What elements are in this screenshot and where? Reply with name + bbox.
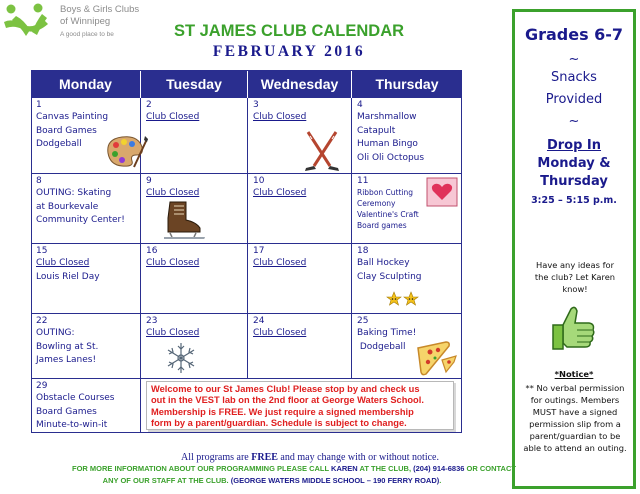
day-number: 2 — [146, 100, 152, 110]
welcome-line: out in the VEST lab on the 2nd floor at George Waters School. — [151, 395, 424, 406]
activity: Valentine's Craft — [357, 210, 419, 219]
activity: Club Closed — [253, 188, 307, 198]
day-number: 15 — [36, 246, 48, 256]
day-number: 22 — [36, 316, 48, 326]
day-header-thursday: Thursday — [352, 70, 462, 98]
footer-free: FREE — [251, 452, 278, 463]
day-number: 10 — [253, 176, 265, 186]
activity: James Lanes! — [36, 355, 97, 365]
drop-in-days: Thursday — [540, 174, 608, 189]
activity: Club Closed — [253, 258, 307, 268]
footer-text: and may change with or without notice. — [277, 452, 439, 463]
org-name-line2: of Winnipeg — [60, 16, 111, 27]
activity: Board Games — [36, 125, 97, 136]
day-cell-22 — [31, 314, 141, 379]
grades-heading: Grades 6-7 — [524, 25, 624, 44]
activity: Club Closed — [146, 188, 200, 198]
day-number: 4 — [357, 100, 363, 110]
activity: Marshmallow — [357, 112, 417, 122]
activity: Catapult — [357, 125, 396, 136]
thumbs-up-icon — [549, 303, 599, 353]
drop-in-heading: Drop In — [546, 138, 602, 153]
notice-line: MUST have a signed — [532, 407, 618, 417]
day-cell-2 — [141, 98, 248, 174]
activity: Bowling at St. — [36, 341, 99, 352]
activity: Board Games — [36, 406, 97, 417]
ice-skate-icon — [160, 200, 206, 240]
day-number: 23 — [146, 316, 158, 326]
activity: Human Bingo — [357, 139, 418, 149]
day-cell-15 — [31, 244, 141, 314]
notice-text — [517, 382, 633, 454]
notice-line: permission slip from a — [529, 419, 621, 429]
day-number: 29 — [36, 381, 48, 391]
day-number: 9 — [146, 176, 152, 186]
activity: Club Closed — [253, 328, 307, 338]
info-sidebar — [512, 9, 636, 489]
day-number: 25 — [357, 316, 369, 326]
day-number: 11 — [357, 176, 369, 186]
footer-text: ANY OF OUR STAFF AT THE CLUB. — [102, 476, 231, 485]
tilde-divider: ~ — [568, 52, 580, 67]
snacks-text: Provided — [545, 92, 603, 107]
welcome-message — [146, 381, 454, 430]
activity: Club Closed — [146, 328, 200, 338]
activity: Club Closed — [146, 258, 200, 268]
day-number: 3 — [253, 100, 259, 110]
day-cell-29 — [31, 379, 141, 433]
activity: Minute-to-win-it — [36, 420, 108, 430]
footer-text: OR CONTACT — [464, 464, 516, 473]
activity: Louis Riel Day — [36, 271, 100, 282]
snacks-text: Snacks — [551, 70, 597, 85]
footer-contact-name: KAREN — [331, 464, 358, 473]
day-number: 16 — [146, 246, 158, 256]
footer-phone: (204) 914-6836 — [413, 464, 465, 473]
activity: Ribbon Cutting — [357, 188, 414, 197]
hockey-sticks-icon — [302, 128, 342, 174]
notice-line: ** No verbal permission — [525, 383, 625, 393]
day-cell-24 — [248, 314, 352, 379]
paint-palette-icon — [104, 133, 148, 169]
day-cell-4 — [352, 98, 462, 174]
activity: Club Closed — [146, 112, 200, 122]
activity: Club Closed — [253, 112, 307, 122]
footer-text: FOR MORE INFORMATION ABOUT OUR PROGRAMMING PLEASE CALL — [72, 464, 332, 473]
drop-in-days: Monday & — [537, 156, 611, 171]
notice-heading: *Notice* — [554, 369, 594, 379]
tilde-divider: ~ — [568, 114, 580, 129]
notice-line: able to attend an outing. — [523, 443, 627, 453]
page-title: ST JAMES CLUB CALENDAR — [173, 22, 405, 40]
activity: Dodgeball — [36, 139, 82, 149]
footer-address: (GEORGE WATERS MIDDLE SCHOOL – 190 FERRY ROAD) — [230, 476, 440, 485]
day-cell-16 — [141, 244, 248, 314]
org-tagline: A good place to be — [60, 31, 114, 38]
activity: OUTING: — [36, 328, 75, 338]
day-number: 1 — [36, 100, 42, 110]
snowflake-icon — [163, 341, 199, 375]
activity: Baking Time! — [357, 328, 417, 338]
activity: Dodgeball — [357, 341, 406, 352]
day-number: 17 — [253, 246, 265, 256]
club-logo — [2, 2, 152, 46]
footer-text: AT THE CLUB, — [357, 464, 414, 473]
ideas-line: know! — [562, 284, 588, 294]
pizza-icon — [416, 338, 458, 378]
ideas-line: the club? Let Karen — [534, 272, 616, 282]
calendar-grid — [31, 70, 462, 433]
activity: Ball Hockey — [357, 258, 410, 268]
day-cell-10 — [248, 174, 352, 244]
day-cell-8 — [31, 174, 141, 244]
ideas-line: Have any ideas for — [536, 260, 614, 270]
activity: Clay Sculpting — [357, 271, 422, 282]
activity: Board games — [357, 221, 407, 230]
activity: Oli Oli Octopus — [357, 152, 425, 163]
day-number: 8 — [36, 176, 42, 186]
org-name-line1: Boys & Girls Clubs — [60, 4, 140, 15]
footer-address-line — [72, 476, 472, 485]
day-cell-17 — [248, 244, 352, 314]
activity: Canvas Painting — [36, 112, 109, 122]
welcome-line: Membership is FREE. We just require a signed membership — [151, 406, 414, 417]
valentine-card-icon — [426, 177, 458, 207]
day-header-monday: Monday — [31, 70, 141, 98]
footer-text: All programs are — [180, 452, 252, 463]
day-number: 18 — [357, 246, 369, 256]
notice-line: parent/guardian to be — [529, 431, 621, 441]
activity: OUTING: Skating — [36, 188, 112, 198]
welcome-line: form by a parent/guardian. Schedule is subject to change. — [151, 417, 407, 428]
day-header-wednesday: Wednesday — [248, 70, 352, 98]
activity: Community Center! — [36, 215, 125, 225]
month-title: FEBRUARY 2016 — [212, 43, 366, 60]
activity: Ceremony — [357, 199, 396, 208]
ideas-prompt — [519, 259, 631, 295]
club-logo-icon — [2, 2, 56, 42]
footer-contact-line — [72, 464, 516, 473]
footer-text: . — [439, 476, 442, 485]
drop-in-time: 3:25 – 5:15 p.m. — [531, 195, 617, 206]
activity: Obstacle Courses — [36, 393, 115, 403]
stars-icon — [386, 291, 420, 307]
notice-line: for outings. Members — [530, 395, 620, 405]
day-header-tuesday: Tuesday — [141, 70, 248, 98]
welcome-line: Welcome to our St James Club! Please stop by and check us — [151, 384, 420, 394]
day-number: 24 — [253, 316, 265, 326]
activity: at Bourkevale — [36, 201, 99, 212]
activity: Club Closed — [36, 258, 90, 268]
footer-programs-note — [100, 452, 520, 463]
